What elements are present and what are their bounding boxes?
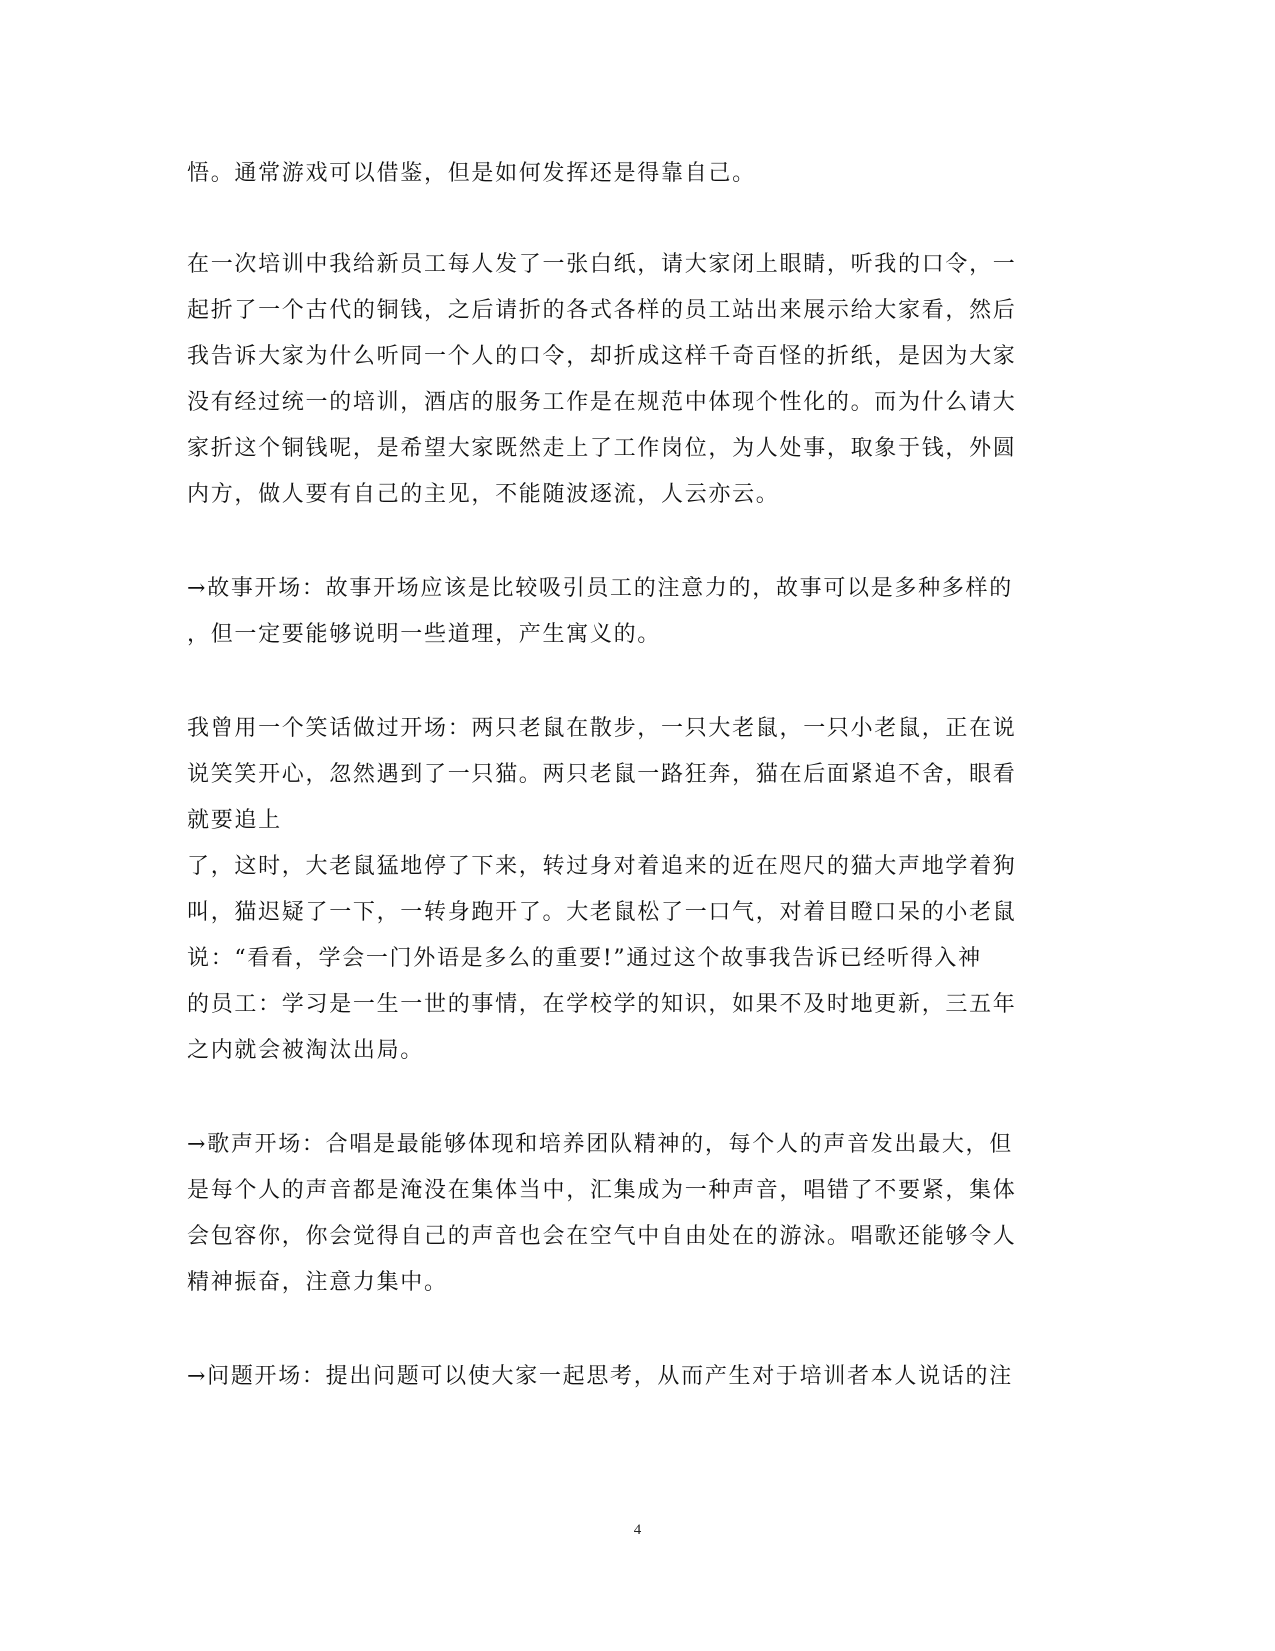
paragraph-line: 我告诉大家为什么听同一个人的口令，却折成这样千奇百怪的折纸，是因为大家 bbox=[187, 344, 1017, 369]
paragraph-line: 是每个人的声音都是淹没在集体当中，汇集成为一种声音，唱错了不要紧，集体 bbox=[187, 1178, 1017, 1203]
paragraph-line: 会包容你，你会觉得自己的声音也会在空气中自由处在的游泳。唱歌还能够令人 bbox=[187, 1224, 1017, 1249]
paragraph-line: 精神振奋，注意力集中。 bbox=[187, 1270, 448, 1295]
paragraph-line: 悟。通常游戏可以借鉴，但是如何发挥还是得靠自己。 bbox=[187, 161, 756, 186]
paragraph-line: 家折这个铜钱呢，是希望大家既然走上了工作岗位，为人处事，取象于钱，外圆 bbox=[187, 436, 1017, 461]
paragraph-line: →歌声开场：合唱是最能够体现和培养团队精神的，每个人的声音发出最大，但 bbox=[187, 1132, 1013, 1157]
paragraph-line: 说笑笑开心，忽然遇到了一只猫。两只老鼠一路狂奔，猫在后面紧追不舍，眼看 bbox=[187, 762, 1017, 787]
page-number: 4 bbox=[633, 1522, 642, 1538]
paragraph-line: 就要追上 bbox=[187, 808, 282, 833]
paragraph-line: 我曾用一个笑话做过开场：两只老鼠在散步，一只大老鼠，一只小老鼠，正在说 bbox=[187, 716, 1017, 741]
paragraph-line: →问题开场：提出问题可以使大家一起思考，从而产生对于培训者本人说话的注 bbox=[187, 1364, 1013, 1389]
paragraph-line: 之内就会被淘汰出局。 bbox=[187, 1038, 425, 1063]
paragraph-line: 内方，做人要有自己的主见，不能随波逐流，人云亦云。 bbox=[187, 482, 780, 507]
paragraph-line: 的员工：学习是一生一世的事情，在学校学的知识，如果不及时地更新，三五年 bbox=[187, 992, 1017, 1017]
paragraph-line: 没有经过统一的培训，酒店的服务工作是在规范中体现个性化的。而为什么请大 bbox=[187, 390, 1017, 415]
paragraph-line: 叫，猫迟疑了一下，一转身跑开了。大老鼠松了一口气，对着目瞪口呆的小老鼠 bbox=[187, 900, 1017, 925]
paragraph-line: 了，这时，大老鼠猛地停了下来，转过身对着追来的近在咫尺的猫大声地学着狗 bbox=[187, 854, 1017, 879]
paragraph-line: →故事开场：故事开场应该是比较吸引员工的注意力的，故事可以是多种多样的 bbox=[187, 576, 1013, 601]
paragraph-line: ，但一定要能够说明一些道理，产生寓义的。 bbox=[187, 622, 662, 647]
paragraph-line: 说：“看看，学会一门外语是多么的重要!”通过这个故事我告诉已经听得入神 bbox=[187, 946, 982, 971]
paragraph-line: 起折了一个古代的铜钱，之后请折的各式各样的员工站出来展示给大家看，然后 bbox=[187, 298, 1017, 323]
paragraph-line: 在一次培训中我给新员工每人发了一张白纸，请大家闭上眼睛，听我的口令，一 bbox=[187, 252, 1017, 277]
